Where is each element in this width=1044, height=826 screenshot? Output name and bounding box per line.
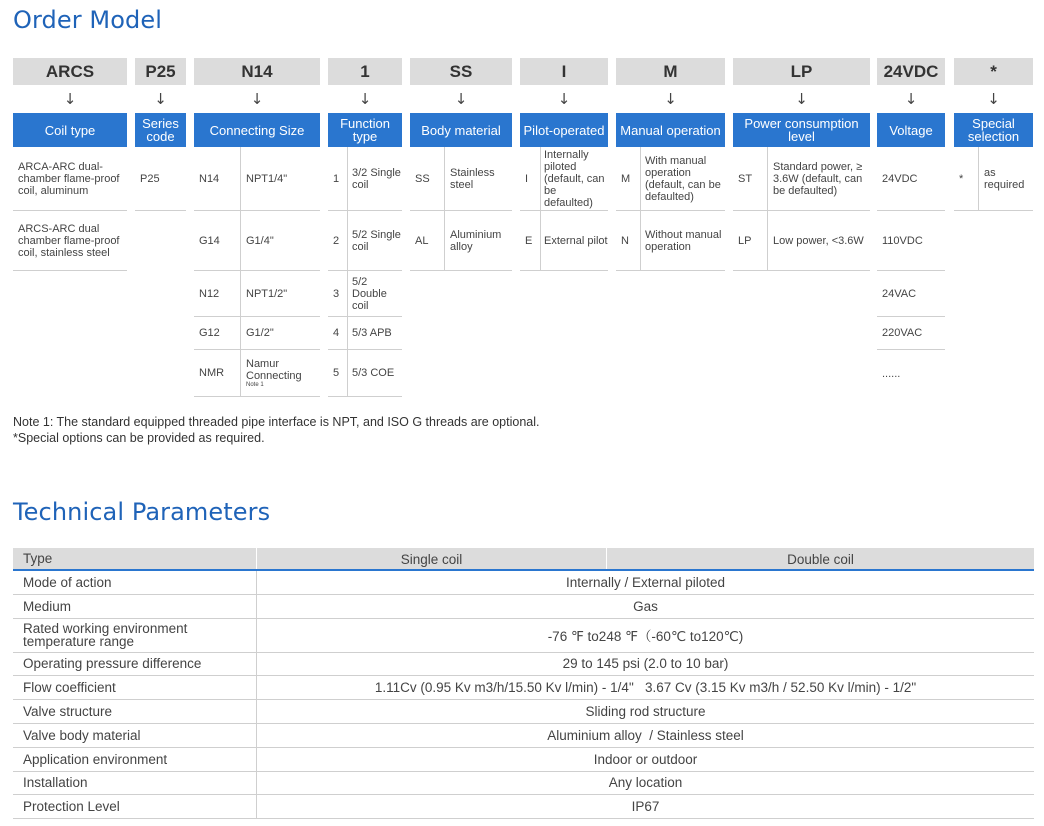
note-2: *Special options can be provided as required.	[13, 431, 265, 445]
down-arrow-icon: ↓	[154, 90, 167, 108]
code-box: P25	[135, 58, 186, 85]
list-item: N14 NPT1/4"	[194, 147, 320, 211]
column-voltage	[877, 58, 945, 397]
code-box: ARCS	[13, 58, 127, 85]
table-row: Valve structure Sliding rod structure	[13, 700, 1034, 724]
list-item: ST Standard power, ≥ 3.6W (default, can be defaulted)	[733, 147, 870, 211]
list-item: I Internally piloted (default, can be defaulted)	[520, 147, 608, 211]
down-arrow-icon: ↓	[63, 90, 77, 108]
order-model-title: Order Model	[13, 6, 162, 34]
down-arrow-icon: ↓	[987, 90, 1000, 108]
list-item: 1 3/2 Single coil	[328, 147, 402, 211]
down-arrow-icon: ↓	[358, 90, 372, 108]
list-item: 24VAC	[877, 271, 945, 317]
down-arrow-icon: ↓	[250, 90, 264, 108]
list-item: LP Low power, <3.6W	[733, 211, 870, 271]
column-series-code	[135, 58, 186, 211]
column-coil-type	[13, 58, 127, 271]
table-row: Operating pressure difference 29 to 145 psi (2.0 to 10 bar)	[13, 653, 1034, 677]
header-single-coil: Single coil	[256, 548, 606, 569]
column-manual-operation	[616, 58, 725, 271]
code-box: I	[520, 58, 608, 85]
table-row: Application environment Indoor or outdoor	[13, 748, 1034, 772]
list-item: P25	[135, 147, 186, 211]
list-item: NMR Namur Connecting Note 1	[194, 350, 320, 397]
code-box: 1	[328, 58, 402, 85]
list-item: AL Aluminium alloy	[410, 211, 512, 271]
column-header: Function type	[328, 113, 402, 147]
down-arrow-icon: ↓	[454, 90, 468, 108]
code-box: LP	[733, 58, 870, 85]
column-header: Coil type	[13, 113, 127, 147]
table-row: Rated working environment temperature range -76 ℉ to248 ℉（-60℃ to120℃)	[13, 619, 1034, 653]
list-item: 3 5/2 Double coil	[328, 271, 402, 317]
column-power-level	[733, 58, 870, 271]
column-header: Special selection	[954, 113, 1033, 147]
column-header: Manual operation	[616, 113, 725, 147]
header-type: Type	[23, 551, 53, 566]
code-box: *	[954, 58, 1033, 85]
down-arrow-icon: ↓	[795, 90, 808, 108]
note-reference: Note 1	[246, 381, 264, 388]
list-item: E External pilot	[520, 211, 608, 271]
technical-parameters-title: Technical Parameters	[13, 498, 271, 526]
code-box: N14	[194, 58, 320, 85]
table-row: Valve body material Aluminium alloy / Stainless steel	[13, 724, 1034, 748]
list-item: 2 5/2 Single coil	[328, 211, 402, 271]
notes	[13, 414, 540, 446]
table-row: Flow coefficient 1.11Cv (0.95 Kv m3/h/15.50 Kv l/min) - 1/4" 3.67 Cv (3.15 Kv m3/h / 52.50 Kv l/min) - 1/2"	[13, 676, 1034, 700]
column-special-selection	[954, 58, 1033, 211]
column-header: Series code	[135, 113, 186, 147]
list-item: G14 G1/4"	[194, 211, 320, 271]
column-header: Pilot-operated	[520, 113, 608, 147]
column-header: Voltage	[877, 113, 945, 147]
list-item: 24VDC	[877, 147, 945, 211]
list-item: SS Stainless steel	[410, 147, 512, 211]
header-double-coil: Double coil	[606, 548, 1034, 569]
table-header	[13, 548, 1034, 571]
table-row: Medium Gas	[13, 595, 1034, 619]
table-row: Installation Any location	[13, 772, 1034, 796]
column-body-material	[410, 58, 512, 271]
list-item: N Without manual operation	[616, 211, 725, 271]
down-arrow-icon: ↓	[664, 90, 677, 108]
technical-parameters-table	[13, 548, 1034, 819]
down-arrow-icon: ↓	[904, 90, 918, 108]
column-header: Connecting Size	[194, 113, 320, 147]
column-function-type	[328, 58, 402, 397]
table-row: Mode of action Internally / External piloted	[13, 571, 1034, 595]
list-item: ARCA-ARC dual-chamber flame-proof coil, aluminum	[13, 147, 127, 211]
list-item: N12 NPT1/2"	[194, 271, 320, 317]
list-item: 5 5/3 COE	[328, 350, 402, 397]
note-1: Note 1: The standard equipped threaded pipe interface is NPT, and ISO G threads are optional.	[13, 415, 540, 429]
code-box: 24VDC	[877, 58, 945, 85]
column-header: Power consumption level	[733, 113, 870, 147]
list-item: ......	[882, 367, 901, 380]
list-item: 220VAC	[877, 317, 945, 350]
code-box: M	[616, 58, 725, 85]
list-item: 110VDC	[877, 211, 945, 271]
list-item: M With manual operation (default, can be defaulted)	[616, 147, 725, 211]
column-header: Body material	[410, 113, 512, 147]
code-box: SS	[410, 58, 512, 85]
list-item: 4 5/3 APB	[328, 317, 402, 350]
table-row: Protection Level IP67	[13, 795, 1034, 819]
down-arrow-icon: ↓	[557, 90, 571, 108]
list-item: * as required	[954, 147, 1033, 211]
list-item: G12 G1/2"	[194, 317, 320, 350]
list-item: ARCS-ARC dual chamber flame-proof coil, stainless steel	[13, 211, 127, 271]
column-connecting-size	[194, 58, 320, 397]
column-pilot-operated	[520, 58, 608, 271]
